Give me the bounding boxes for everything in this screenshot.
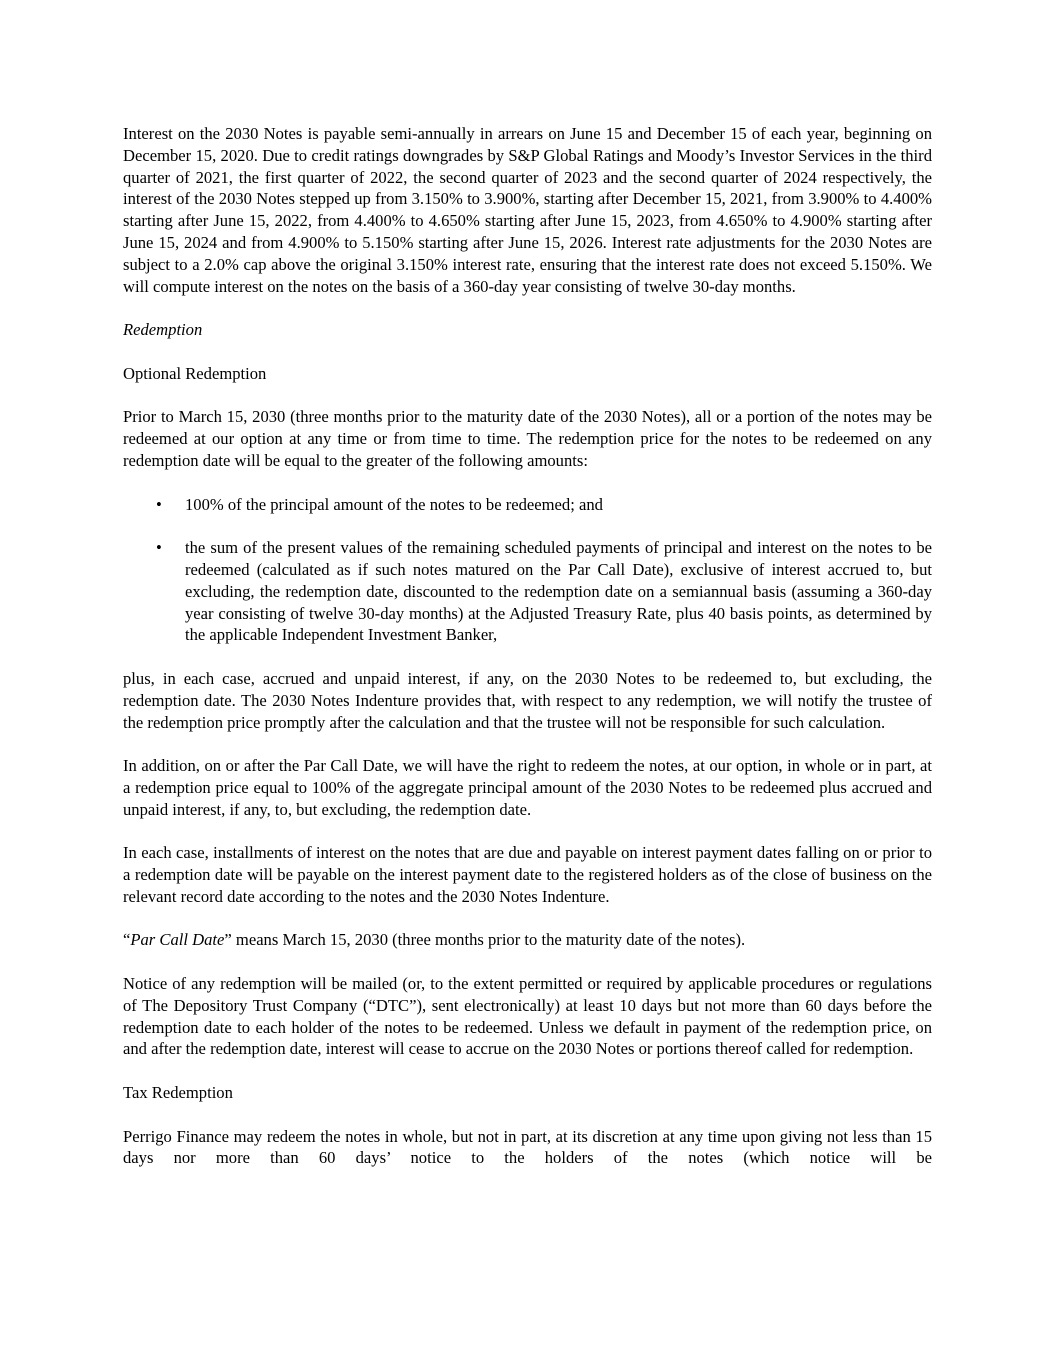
heading-redemption: Redemption	[123, 320, 203, 340]
paragraph-par-call-definition	[123, 929, 932, 951]
paragraph-optional-redemption-intro: Prior to March 15, 2030 (three months prior to the maturity date of the 2030 Notes), all or a portion of the notes may be redeemed at our option at any time or from time to time. The redemption price for the notes to be redeemed on any redemption date will be equal to the greater of the following amounts:	[123, 407, 932, 470]
redemption-price-bullet-list	[123, 494, 932, 647]
open-quote: “	[123, 930, 131, 950]
subheading-optional-redemption: Optional Redemption	[123, 363, 267, 383]
document-body	[123, 123, 932, 1169]
bullet-item-principal-amount	[123, 494, 932, 516]
definition-text: ” means March 15, 2030 (three months prior to the maturity date of the notes).	[224, 930, 746, 950]
bullet-icon: •	[156, 538, 162, 558]
paragraph-par-call-redemption-right: In addition, on or after the Par Call Date, we will have the right to redeem the notes, at our option, in whole or in part, at a redemption price equal to 100% of the aggregate principal amount of the 2030 Notes to be redeemed plus accrued and unpaid interest, if any, to, but excluding, the redemption date.	[123, 756, 932, 819]
paragraph-tax-redemption-intro: Perrigo Finance may redeem the notes in whole, but not in part, at its discretion at any time upon giving not less than 15 days nor more than 60 days’ notice to the holders of the notes (which notice will be	[123, 1126, 932, 1168]
paragraph-accrued-interest: plus, in each case, accrued and unpaid interest, if any, on the 2030 Notes to be redeemed to, but excluding, the redemption date. The 2030 Notes Indenture provides that, with respect to any redemption, we will notify the trustee of the redemption price promptly after the calculation and that the trustee will not be responsible for such calculation.	[123, 668, 932, 732]
bullet-item-text: the sum of the present values of the remaining scheduled payments of principal and interest on the notes to be redeemed (calculated as if such notes matured on the Par Call Date), exclusive of interest accrued to, but excluding, the redemption date, discounted to the redemption date on a semiannual basis (assuming a 360-day year consisting of twelve 30-day months) at the Adjusted Treasury Rate, plus 40 basis points, as determined by the applicable Independent Investment Banker,	[185, 538, 932, 645]
bullet-item-text: 100% of the principal amount of the notes to be redeemed; and	[185, 494, 603, 514]
paragraph-interest-terms: Interest on the 2030 Notes is payable semi-annually in arrears on June 15 and December 15 of each year, beginning on December 15, 2020. Due to credit ratings downgrades by S&P Global Ratings and Moody’s Investor Services in the third quarter of 2021, the first quarter of 2022, the second quarter of 2023 and the second quarter of 2024 respectively, the interest of the 2030 Notes stepped up from 3.150% to 3.900%, starting after December 15, 2021, from 3.900% to 4.400% starting after June 15, 2022, from 4.400% to 4.650% starting after June 15, 2023, from 4.650% to 4.900% starting after June 15, 2024 and from 4.900% to 5.150% starting after June 15, 2026. Interest rate adjustments for the 2030 Notes are subject to a 2.0% cap above the original 3.150% interest rate, ensuring that the interest rate does not exceed 5.150%. We will compute interest on the notes on the basis of a 360-day year consisting of twelve 30-day months.	[123, 124, 932, 296]
bullet-item-present-values	[123, 537, 932, 646]
bullet-icon: •	[156, 494, 162, 514]
paragraph-redemption-notice: Notice of any redemption will be mailed (or, to the extent permitted or required by applicable procedures or regulations of The Depository Trust Company (“DTC”), sent electronically) at least 10 days but not more than 60 days before the redemption date to each holder of the notes to be redeemed. Unless we default in payment of the redemption price, on and after the redemption date, interest will cease to accrue on the 2030 Notes or portions thereof called for redemption.	[123, 974, 932, 1059]
defined-term-par-call-date: Par Call Date	[130, 930, 225, 950]
subheading-tax-redemption: Tax Redemption	[123, 1083, 233, 1103]
paragraph-interest-installments: In each case, installments of interest on the notes that are due and payable on interest payment dates falling on or prior to a redemption date will be payable on the interest payment date to the registered holders as of the close of business on the relevant record date according to the notes and the 2030 Notes Indenture.	[123, 843, 932, 906]
